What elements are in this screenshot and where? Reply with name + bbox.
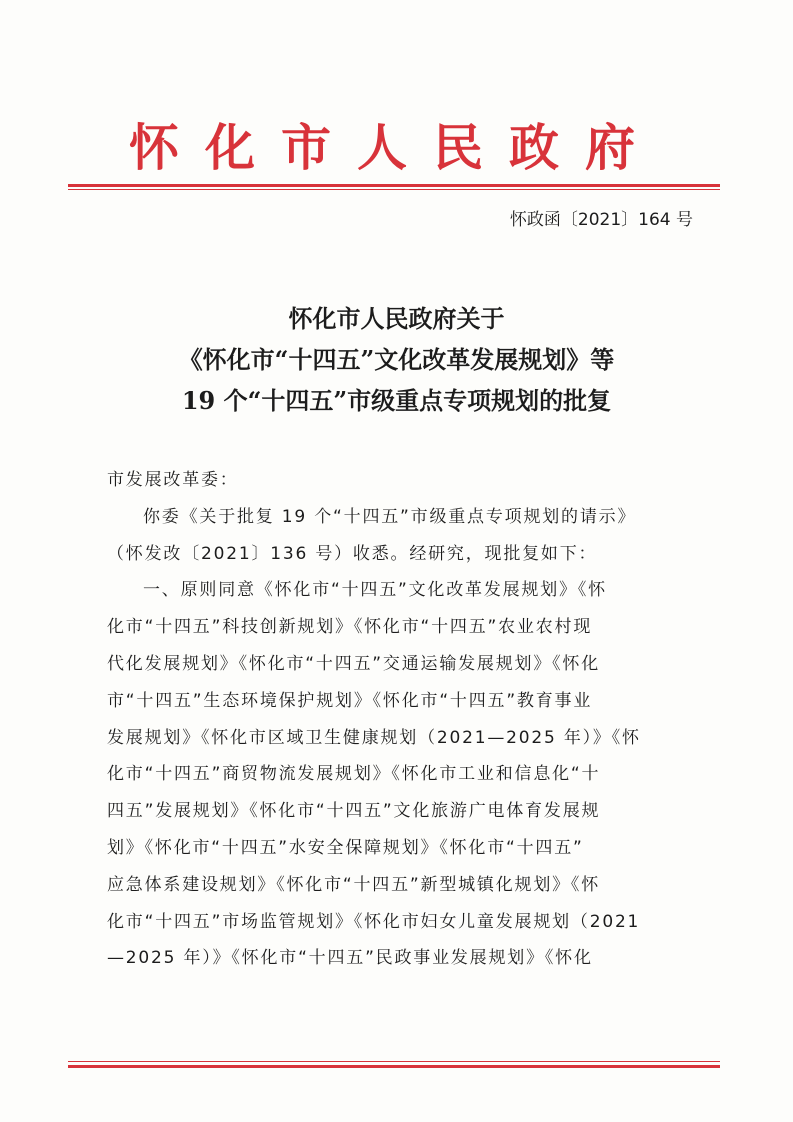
title-line: 《怀化市“十四五”文化改革发展规划》等 [178,345,615,374]
body-line: 应急体系建设规划》《怀化市“十四五”新型城镇化规划》《怀 [107,874,601,895]
body-line: 发展规划》《怀化市区域卫生健康规划（2021—2025 年）》《怀 [107,727,641,748]
body-line: 划》《怀化市“十四五”水安全保障规划》《怀化市“十四五” [107,837,584,858]
document-number: 怀政函〔2021〕164 号 [509,210,693,230]
title-line: 19 个“十四五”市级重点专项规划的批复 [181,386,612,415]
footer-red-rule [68,1065,720,1068]
header-red-rule [68,184,720,187]
body-line: 你委《关于批复 19 个“十四五”市级重点专项规划的请示》 [143,506,637,527]
addressee: 市发展改革委： [107,470,239,490]
body-line: 四五”发展规划》《怀化市“十四五”文化旅游广电体育发展规 [107,801,601,822]
body-line: 化市“十四五”商贸物流发展规划》《怀化市工业和信息化“十 [107,764,601,785]
body-line: 市“十四五”生态环境保护规划》《怀化市“十四五”教育事业 [107,690,593,711]
body-line: 化市“十四五”科技创新规划》《怀化市“十四五”农业农村现 [107,617,593,638]
body-line: 一、原则同意《怀化市“十四五”文化改革发展规划》《怀 [143,580,607,601]
footer-red-rule-thin [68,1061,720,1062]
body-line: 化市“十四五”市场监管规划》《怀化市妇女儿童发展规划（2021 [107,911,641,932]
header-red-rule-thin [68,189,720,190]
title-line: 怀化市人民政府关于 [288,304,505,333]
issuing-authority-header: 怀化市人民政府 [129,118,661,177]
document-body [107,462,707,977]
body-line: （怀发改〔2021〕136 号）收悉。经研究，现批复如下： [107,543,598,564]
body-line: 代化发展规划》《怀化市“十四五”交通运输发展规划》《怀化 [107,653,601,674]
document-title [60,298,733,421]
body-line: —2025 年）》《怀化市“十四五”民政事业发展规划》《怀化 [107,948,593,969]
